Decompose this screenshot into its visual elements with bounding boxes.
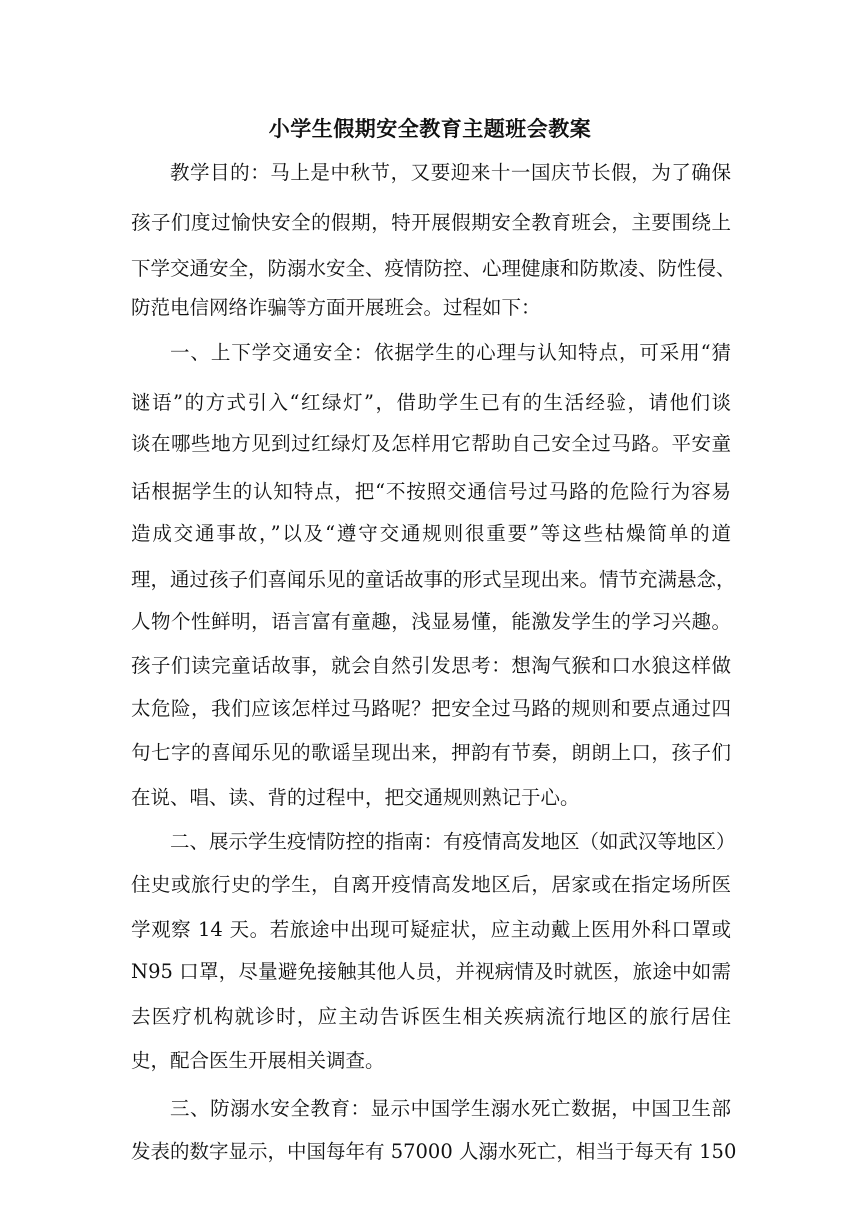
text-line: 孩子们度过愉快安全的假期，特开展假期安全教育班会，主要围绕上: [131, 211, 731, 234]
text-line: 理，通过孩子们喜闻乐见的童话故事的形式呈现出来。情节充满悬念，: [131, 568, 736, 591]
text-line: 孩子们读完童话故事，就会自然引发思考：想淘气猴和口水狼这样做: [131, 654, 731, 677]
text-line: 在说、唱、读、背的过程中，把交通规则熟记于心。: [131, 786, 580, 809]
text-line: 下学交通安全，防溺水安全、疫情防控、心理健康和防欺凌、防性侵、: [131, 257, 736, 280]
text-line: 三、防溺水安全教育：显示中国学生溺水死亡数据，中国卫生部: [170, 1097, 731, 1120]
text-line: 谈在哪些地方见到过红绿灯及怎样用它帮助自己安全过马路。平安童: [131, 432, 731, 455]
text-line: 史，配合医生开展相关调查。: [131, 1049, 385, 1072]
text-line: 教学目的：马上是中秋节，又要迎来十一国庆节长假，为了确保: [170, 161, 731, 184]
text-line: 造成交通事故，”以及“遵守交通规则很重要”等这些枯燥简单的道: [131, 522, 731, 545]
text-line: 人物个性鲜明，语言富有童趣，浅显易懂，能激发学生的学习兴趣。: [131, 610, 731, 633]
text-line: 句七字的喜闻乐见的歌谣呈现出来，押韵有节奏，朗朗上口，孩子们: [131, 741, 731, 764]
text-line: 太危险，我们应该怎样过马路呢？把安全过马路的规则和要点通过四: [131, 697, 731, 720]
document-title: 小学生假期安全教育主题班会教案: [268, 117, 592, 141]
text-line: 住史或旅行史的学生，自离开疫情高发地区后，居家或在指定场所医: [131, 873, 731, 896]
text-line: 学观察 14 天。若旅途中出现可疑症状，应主动戴上医用外科口罩或: [131, 918, 731, 941]
text-line: 防范电信网络诈骗等方面开展班会。过程如下：: [131, 296, 541, 319]
text-line: N95 口罩，尽量避免接触其他人员，并视病情及时就医，旅途中如需: [131, 960, 731, 983]
text-line: 二、展示学生疫情防控的指南：有疫情高发地区（如武汉等地区）: [170, 830, 736, 853]
text-line: 话根据学生的认知特点，把“不按照交通信号过马路的危险行为容易: [131, 480, 731, 503]
text-line: 谜语”的方式引入“红绿灯”，借助学生已有的生活经验，请他们谈: [131, 391, 731, 414]
text-line: 发表的数字显示，中国每年有 57000 人溺水死亡，相当于每天有 150: [131, 1140, 737, 1163]
text-line: 去医疗机构就诊时，应主动告诉医生相关疾病流行地区的旅行居住: [131, 1005, 731, 1028]
text-line: 一、上下学交通安全：依据学生的心理与认知特点，可采用“猜: [170, 341, 731, 364]
